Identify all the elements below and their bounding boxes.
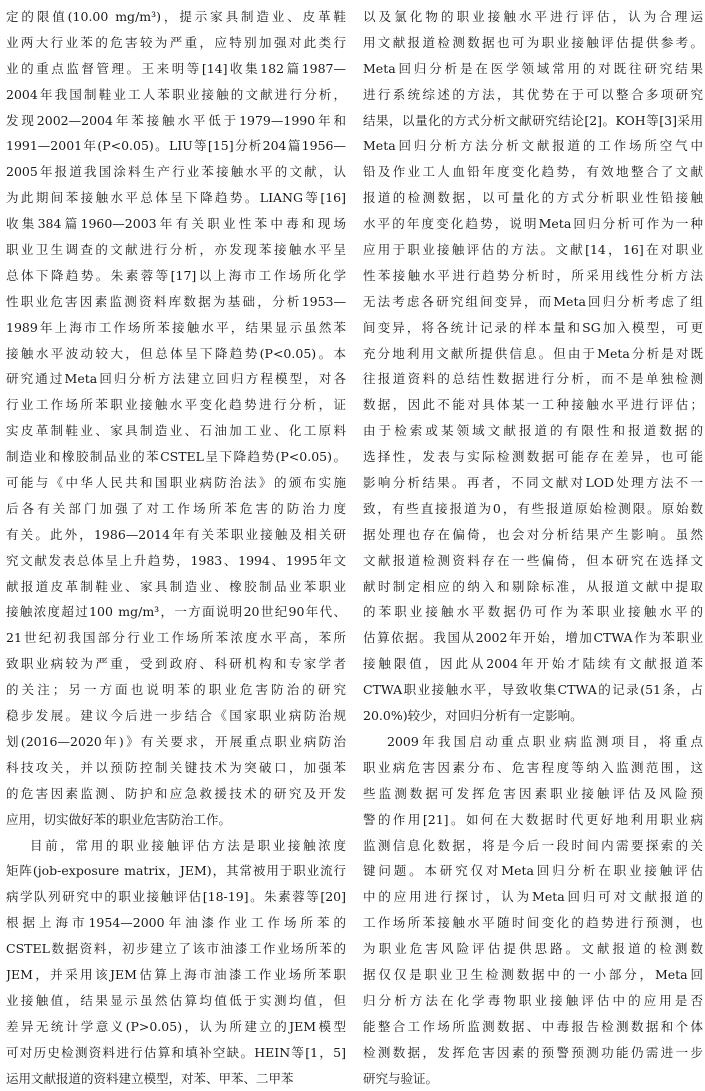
text-line: 业两大行业苯的危害较为严重，应特别加强对此类行 <box>6 34 346 50</box>
text-line: 矩阵(job-exposure matrix，JEM)，其常被用于职业流行 <box>6 863 346 879</box>
text-line: 目前，常用的职业接触评估方法是职业接触浓度 <box>30 837 346 853</box>
text-line: 科技攻关，并以预防控制关键技术为突破口，加强苯 <box>6 759 346 775</box>
left-column <box>6 4 346 1091</box>
text-line: 有关。此外，1986—2014年有关苯职业接触及相关研 <box>6 526 346 542</box>
text-line: 无法考虑各研究组间变异，而Meta回归分析考虑了组 <box>363 293 703 309</box>
text-line: 20.0%)较少，对回归分析有一定影响。 <box>363 708 583 724</box>
text-line: Meta回归分析方法分析文献报道的工作场所空气中 <box>363 138 703 154</box>
text-line: 差异无统计学意义(P>0.05)，认为所建立的JEM模型 <box>6 1018 346 1034</box>
text-line: 后各有关部门加强了对工作场所苯危害的防治力度 <box>6 500 346 516</box>
text-line: 间变异，将各统计记录的样本量和SG加入模型，可更 <box>363 319 703 335</box>
text-line: 致职业病较为严重，受到政府、科研机构和专家学者 <box>6 656 346 672</box>
text-line: CTWA职业接触水平，导致收集CTWA的记录(51条，占 <box>363 682 703 698</box>
text-line: 研究与验证。 <box>363 1070 439 1086</box>
text-line: 以及氯化物的职业接触水平进行评估，认为合理运 <box>363 9 703 24</box>
text-line: 发现2002—2004年苯接触水平低于1979—1990年和 <box>6 112 346 128</box>
text-line: 往报道资料的总结性数据进行分析，而不是单独检测 <box>363 371 703 387</box>
text-line: 用文献报道检测数据也可为职业接触评估提供参考。 <box>363 34 703 50</box>
text-line: 划(2016—2020年)》有关要求，开展重点职业病防治 <box>6 733 346 749</box>
text-line: 应用于职业接触评估的方法。文献[14，16]在对职业 <box>363 242 703 258</box>
text-line: 运用文献报道的资料建立模型，对苯、甲苯、二甲苯 <box>6 1070 294 1086</box>
text-line: 病学队列研究中的职业接触评估[18-19]。朱素蓉等[20] <box>6 889 346 905</box>
text-line: 实皮革制鞋业、家具制造业、石油加工业、化工原料 <box>6 423 346 439</box>
text-line: 应用，切实做好苯的职业危害防治工作。 <box>6 811 232 827</box>
text-line: 研究通过Meta回归分析方法建立回归方程模型，对各 <box>6 371 346 387</box>
text-line: 献报道皮革制鞋业、家具制造业、橡胶制品业苯职业 <box>6 578 346 594</box>
text-line: 接触水平波动较大，但总体呈下降趋势(P<0.05)。本 <box>6 345 346 361</box>
text-line: 献时制定相应的纳入和剔除标准，从报道文献中提取 <box>363 578 703 594</box>
text-line: 警的作用[21]。如何在大数据时代更好地利用职业病 <box>363 811 703 827</box>
text-line: 稳步发展。建议今后进一步结合《国家职业病防治规 <box>6 708 346 724</box>
text-line: 制造业和橡胶制品业的苯CSTEL呈下降趋势(P<0.05)。 <box>6 449 346 465</box>
text-line: 据处理也存在偏倚，也会对分析结果产生影响。虽然 <box>363 526 703 542</box>
text-line: 由于检索或某领域文献报道的有限性和报道数据的 <box>363 423 703 439</box>
text-line: 的关注；另一方面也说明苯的职业危害防治的研究 <box>6 682 346 698</box>
text-line: 进行系统综述的方法，其优势在于可以整合多项研究 <box>363 86 703 102</box>
text-line: 接触浓度超过100 mg/m³，一方面说明20世纪90年代、 <box>6 604 346 620</box>
text-line: 工作场所苯接触水平随时间变化的趋势进行预测，也 <box>363 915 703 931</box>
text-line: CSTEL数据资料，初步建立了该市油漆工作业场所苯的 <box>6 941 346 957</box>
text-line: 为职业危害风险评估提供思路。文献报道的检测数 <box>363 941 703 957</box>
text-line: Meta回归分析是在医学领域常用的对既往研究结果 <box>363 60 703 76</box>
right-column <box>363 4 703 1091</box>
text-line: 可对历史检测资料进行估算和填补空缺。HEIN等[1，5] <box>6 1044 346 1060</box>
text-line: 能整合工作场所监测数据、中毒报告检测数据和个体 <box>363 1018 703 1034</box>
text-line: 1989年上海市工作场所苯接触水平，结果显示虽然苯 <box>6 319 346 335</box>
text-line: 2005年报道我国涂料生产行业苯接触水平的文献，认 <box>6 164 346 180</box>
text-line: 致，有些直接报道为0，有些报道原始检测限。原始数 <box>363 500 703 516</box>
text-line: 1991—2001年(P<0.05)。LIU等[15]分析204篇1956— <box>6 138 346 154</box>
text-line: 业接触值，结果显示虽然估算均值低于实测均值，但 <box>6 992 346 1008</box>
text-line: 充分地利用文献所提供信息。但由于Meta分析是对既 <box>363 345 703 361</box>
text-line: 估算依据。我国从2002年开始，增加CTWA作为苯职业 <box>363 630 703 646</box>
text-line: 根据上海市1954—2000年油漆作业工作场所苯的 <box>6 915 346 931</box>
text-line: 结果，以量化的方式分析文献研究结论[2]。KOH等[3]采用 <box>363 112 703 128</box>
text-line: 报道的检测数据，以可量化的方式分析职业性铅接触 <box>363 190 703 206</box>
text-line: 究文献发表总体呈上升趋势，1983、1994、1995年文 <box>6 552 346 568</box>
text-line: 业的重点监督管理。王来明等[14]收集182篇1987— <box>6 60 346 76</box>
text-line: 归分析方法在化学毒物职业接触评估中的应用是否 <box>363 992 703 1008</box>
text-line: 可能与《中华人民共和国职业病防治法》的颁布实施 <box>6 475 346 491</box>
text-line: 铅及作业工人血铅年度变化趋势，有效地整合了文献 <box>363 164 703 180</box>
text-line: 为此期间苯接触水平总体呈下降趋势。LIANG等[16] <box>6 190 346 206</box>
text-line: 监测信息化数据，将是今后一段时间内需要探索的关 <box>363 837 703 853</box>
text-line: 键问题。本研究仅对Meta回归分析在职业接触评估 <box>363 863 703 879</box>
text-line: 职业病危害因素分布、危害程度等纳入监测范围，这 <box>363 759 703 775</box>
text-line: 数据，因此不能对具体某一工种接触水平进行评估； <box>363 397 703 413</box>
text-line: 的危害因素监测、防护和应急救援技术的研究及开发 <box>6 785 346 801</box>
text-line: 性苯接触水平进行趋势分析时，所采用线性分析方法 <box>363 267 703 283</box>
text-line: 收集384篇1960—2003年有关职业性苯中毒和现场 <box>6 216 346 232</box>
text-line: 2009年我国启动重点职业病监测项目，将重点 <box>387 733 703 749</box>
text-line: 总体下降趋势。朱素蓉等[17]以上海市工作场所化学 <box>6 267 346 283</box>
text-line: 职业卫生调查的文献进行分析，亦发现苯接触水平呈 <box>6 242 346 258</box>
text-line: 据仅仅是职业卫生检测数据中的一小部分，Meta回 <box>363 966 703 982</box>
text-line: 水平的年度变化趋势，说明Meta回归分析可作为一种 <box>363 216 703 232</box>
text-line: 选择性，发表与实际检测数据可能存在差异，也可能 <box>363 449 703 465</box>
text-line: 定的限值(10.00 mg/m³)，提示家具制造业、皮革鞋 <box>6 9 346 24</box>
text-line: 接触限值，因此从2004年开始才陆续有文献报道苯 <box>363 656 703 672</box>
text-line: 些监测数据可发挥危害因素职业接触评估及风险预 <box>363 785 703 801</box>
text-line: 21世纪初我国部分行业工作场所苯浓度水平高，苯所 <box>6 630 346 646</box>
text-line: 性职业危害因素监测资料库数据为基础，分析1953— <box>6 293 346 309</box>
text-line: 文献报道检测资料存在一些偏倚，但本研究在选择文 <box>363 552 703 568</box>
text-line: JEM，并采用该JEM估算上海市油漆工作业场所苯职 <box>6 966 346 982</box>
text-line: 影响分析结果。再者，不同文献对LOD处理方法不一 <box>363 475 703 491</box>
text-line: 检测数据，发挥危害因素的预警预测功能仍需进一步 <box>363 1044 703 1060</box>
text-line: 行业工作场所苯职业接触水平变化趋势进行分析，证 <box>6 397 346 413</box>
text-line: 的苯职业接触水平数据仍可作为苯职业接触水平的 <box>363 604 703 620</box>
text-line: 中的应用进行探讨，认为Meta回归可对文献报道的 <box>363 889 703 905</box>
text-line: 2004年我国制鞋业工人苯职业接触的文献进行分析， <box>6 86 346 102</box>
